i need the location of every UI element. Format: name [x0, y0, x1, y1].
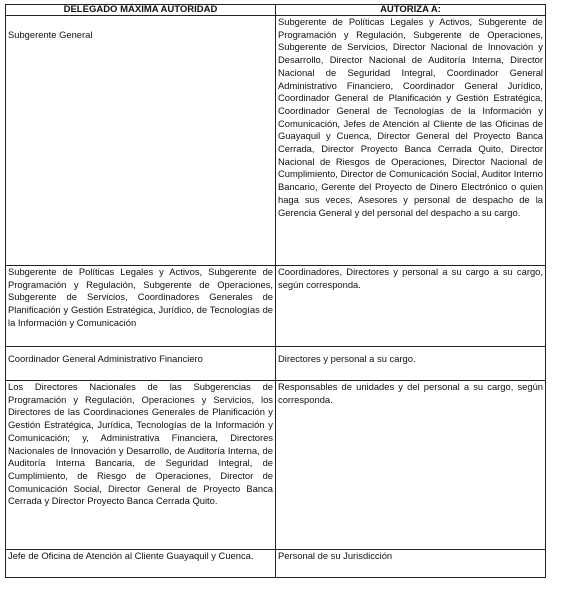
table-row	[6, 347, 546, 381]
delegado-text: Coordinador General Administrativo Financiero	[8, 353, 203, 364]
table-row	[6, 381, 546, 550]
autoriza-cell	[276, 16, 546, 266]
autoriza-text: Personal de su Jurisdicción	[278, 550, 393, 561]
autoriza-cell	[276, 347, 546, 381]
delegado-text: Los Directores Nacionales de las Subgerencias de Programación y Regulación, Operaciones y Servicios, los Directores de las Coordinaciones Generales de Planificación y Gestión Estratégica, Jurídica, Tecnologías de la Información y Comunicación; y, Administrativa Financiera, Directores Nacionales de Innovación y Desarrollo, de Auditoría Interna, de Auditoría Interna Bancaria, de Seguridad Integral, de Cumplimiento, de Riesgo de Operaciones, Director de Comunicación Social, Director General de Proyecto Banca Cerrada y Director Proyecto Banca Cerrada Quito.	[8, 381, 273, 507]
delegado-cell	[6, 550, 276, 578]
table-row	[6, 16, 546, 266]
table-header-row	[6, 5, 546, 16]
autoriza-cell	[276, 266, 546, 347]
table-row	[6, 550, 546, 578]
delegado-cell	[6, 266, 276, 347]
autoriza-text: Responsables de unidades y del personal a su cargo, según corresponda.	[278, 381, 543, 405]
delegado-text: Subgerente General	[8, 29, 93, 40]
delegado-text: Subgerente de Políticas Legales y Activos, Subgerente de Programación y Regulación, Subgerente de Operaciones, Subgerente de Servicios, Coordinadores Generales de Planificación y Gestión Estratégica, Jurídico, de Tecnologías de la Información y Comunicación	[8, 266, 273, 328]
autoriza-text: Coordinadores, Directores y personal a su cargo a su cargo, según corresponda.	[278, 266, 543, 290]
table-row	[6, 266, 546, 347]
delegado-text: Jefe de Oficina de Atención al Cliente Guayaquil y Cuenca.	[8, 550, 254, 561]
delegado-cell	[6, 381, 276, 550]
delegation-table	[5, 4, 546, 578]
autoriza-text: Subgerente de Políticas Legales y Activos, Subgerente de Programación y Regulación, Subgerente de Operaciones, Subgerente de Servicios, Director Nacional de Innovación y Desarrollo, Director Nacional de Auditoría Interna, Director Nacional de Seguridad Integral, Coordinador General Administrativo Financiero, Coordinador General Jurídico, Coordinador General de Planificación y Gestión Estratégica, Coordinador General de Tecnologías de la Información y Comunicación, Jefes de Atención al Cliente de las Oficinas de Guayaquil y Cuenca, Director General del Proyecto Banca Cerrada, Director Proyecto Banca Cerrada Quito, Director Nacional de Riesgos de Operaciones, Director Nacional de Cumplimiento, Director de Comunicación Social, Auditor Interno Bancario, Gerente del Proyecto de Dinero Electrónico o quien haga sus veces, Asesores y personal de despacho de la Gerencia General y del personal del despacho a su cargo.	[278, 16, 543, 218]
header-autoriza: AUTORIZA A:	[276, 5, 546, 16]
autoriza-cell	[276, 381, 546, 550]
delegado-cell	[6, 16, 276, 266]
header-delegado: DELEGADO MÁXIMA AUTORIDAD	[6, 5, 276, 16]
autoriza-cell	[276, 550, 546, 578]
autoriza-text: Directores y personal a su cargo.	[278, 353, 416, 364]
delegado-cell	[6, 347, 276, 381]
